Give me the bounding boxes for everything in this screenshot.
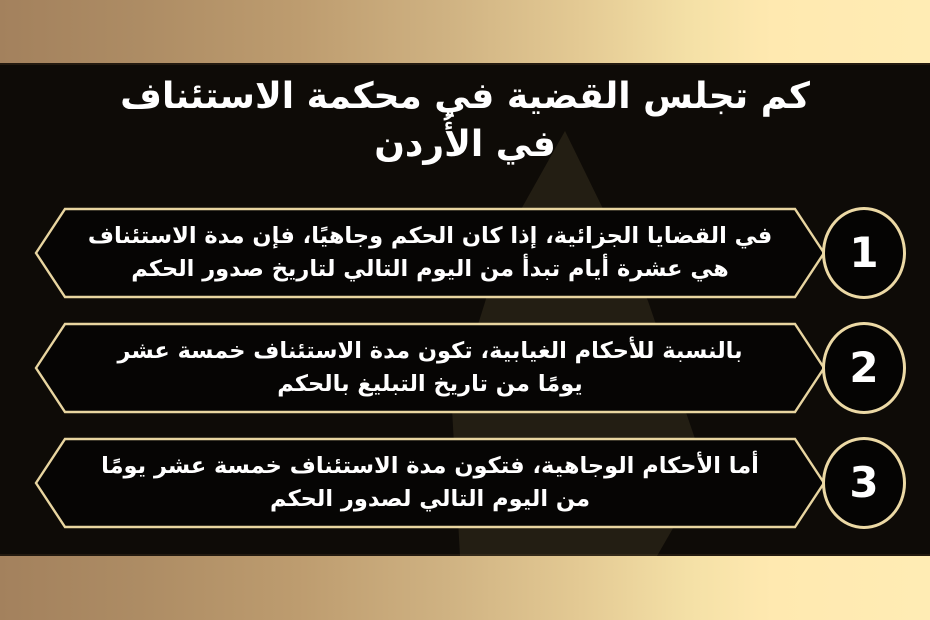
item-text-2 — [33, 322, 827, 414]
appeal-rule-item-2 — [33, 322, 906, 414]
hexagon-box-1 — [33, 207, 827, 299]
item-number-badge-3 — [822, 437, 906, 529]
item-number-1: 1 — [849, 228, 879, 277]
appeal-rule-item-1 — [33, 207, 906, 299]
item-text-1 — [33, 207, 827, 299]
item-text-2-line-1: بالنسبة للأحكام الغيابية، تكون مدة الاستئناف خمسة عشر — [117, 338, 743, 365]
page-title-line-1: كم تجلس القضية في محكمة الاستئناف — [120, 76, 810, 117]
main-panel — [0, 63, 930, 556]
item-text-3 — [33, 437, 827, 529]
item-text-1-line-2: هي عشرة أيام تبدأ من اليوم التالي لتاريخ صدور الحكم — [131, 256, 729, 282]
page-title — [0, 73, 930, 168]
item-text-3-line-2: من اليوم التالي لصدور الحكم — [269, 486, 591, 512]
hexagon-box-2 — [33, 322, 827, 414]
page-title-line-2: في الأُردن — [374, 123, 556, 165]
hexagon-box-3 — [33, 437, 827, 529]
item-text-2-line-2: يومًا من تاريخ التبليغ بالحكم — [277, 371, 583, 397]
item-number-2: 2 — [849, 343, 879, 392]
appeal-rule-item-3 — [33, 437, 906, 529]
item-number-3: 3 — [849, 458, 879, 507]
item-number-badge-2 — [822, 322, 906, 414]
item-number-badge-1 — [822, 207, 906, 299]
item-text-3-line-1: أما الأحكام الوجاهية، فتكون مدة الاستئناف خمسة عشر يومًا — [101, 453, 759, 480]
item-text-1-line-1: في القضايا الجزائية، إذا كان الحكم وجاهيًا، فإن مدة الاستئناف — [87, 223, 773, 250]
